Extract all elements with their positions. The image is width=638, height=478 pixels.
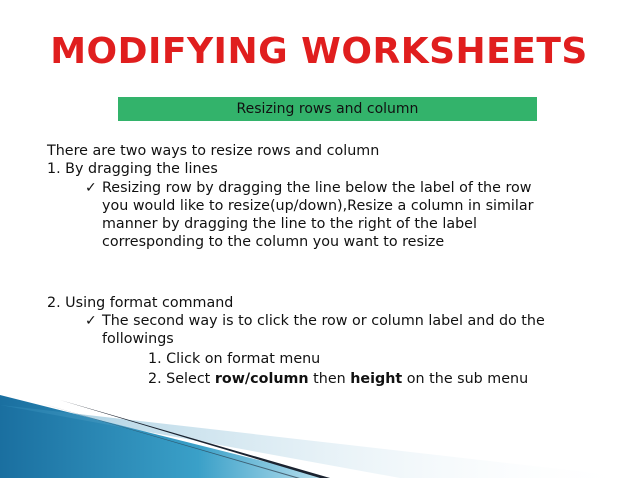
step2-bold-height: height xyxy=(350,371,403,387)
slide-title: MODIFYING WORKSHEETS xyxy=(50,31,588,72)
method1-bullet-line-2: you would like to resize(up/down),Resize a column in similar xyxy=(102,198,534,214)
checkmark-icon: ✓ xyxy=(85,180,97,196)
method2-bullet-line-1: The second way is to click the row or column label and do the xyxy=(102,313,545,329)
step2-bold-rowcolumn: row/column xyxy=(214,371,309,387)
method2-step-1: 1. Click on format menu xyxy=(148,351,321,367)
method2-step-2 xyxy=(148,370,528,388)
step2-mid: then xyxy=(308,371,351,387)
method1-heading: 1. By dragging the lines xyxy=(47,161,218,177)
method1-bullet-line-4: corresponding to the column you want to resize xyxy=(102,234,445,250)
step2-suffix: on the sub menu xyxy=(402,371,529,387)
method1-bullet-line-3: manner by dragging the line to the right of the label xyxy=(102,216,477,232)
method2-bullet-line-2: followings xyxy=(102,331,174,347)
method1-bullet-line-1: Resizing row by dragging the line below the label of the row xyxy=(102,180,532,196)
intro-text: There are two ways to resize rows and column xyxy=(47,143,380,159)
bottom-decoration xyxy=(0,395,638,478)
subtitle-banner: Resizing rows and column xyxy=(118,97,537,121)
method2-heading: 2. Using format command xyxy=(47,295,234,311)
checkmark-icon: ✓ xyxy=(85,313,97,329)
step2-prefix: 2. Select xyxy=(148,371,215,387)
